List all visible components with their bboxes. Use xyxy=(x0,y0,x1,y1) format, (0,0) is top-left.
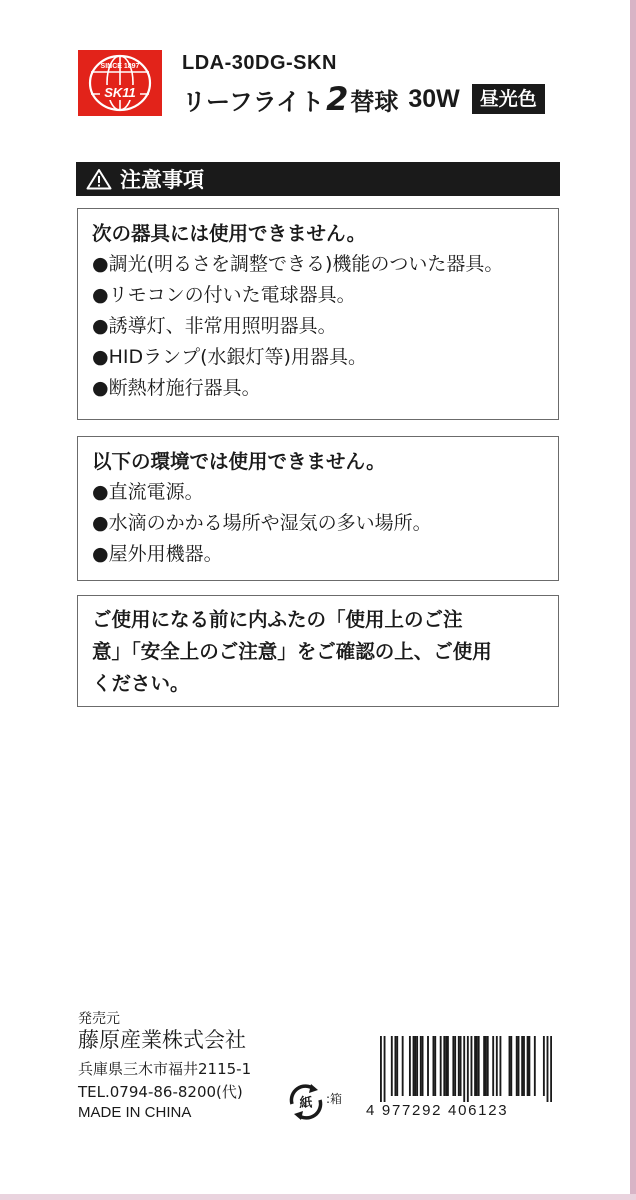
barcode-bar xyxy=(384,1036,386,1102)
barcode-bar xyxy=(447,1036,449,1096)
company-phone: TEL.0794-86-8200(代) xyxy=(78,1083,243,1101)
barcode-bar xyxy=(409,1036,411,1096)
seller-label: 発売元 xyxy=(78,1011,120,1027)
warning-triangle-icon xyxy=(86,168,112,190)
incompatible-fixtures-box xyxy=(77,208,559,420)
notice-line: 意」「安全上のご注意」をご確認の上、ご使用 xyxy=(92,640,492,663)
company-name: 藤原産業株式会社 xyxy=(78,1028,246,1052)
barcode-bar xyxy=(534,1036,536,1096)
barcode-bar xyxy=(458,1036,460,1096)
product-name-part2: 替球 xyxy=(350,87,399,116)
read-instructions-notice xyxy=(77,595,559,707)
barcode-bar xyxy=(499,1036,501,1096)
barcode-bar xyxy=(516,1036,518,1096)
barcode-bar xyxy=(443,1036,445,1096)
bottom-edge-strip xyxy=(0,1194,636,1200)
list-item: ● 断熱材施行器具。 xyxy=(92,373,546,404)
barcode-bar xyxy=(550,1036,552,1102)
barcode-bar xyxy=(521,1036,523,1096)
barcode-bar xyxy=(413,1036,415,1096)
product-wattage: 30W xyxy=(408,84,460,113)
barcode-bar xyxy=(422,1036,424,1096)
right-edge-strip xyxy=(630,0,636,1200)
barcode-bar xyxy=(510,1036,512,1096)
logo-brand-text: SK11 xyxy=(104,85,136,100)
incompatible-environments-box xyxy=(77,436,559,581)
barcode-bar xyxy=(402,1036,404,1096)
barcode-bar xyxy=(509,1036,511,1096)
list-item: ● 屋外用機器。 xyxy=(92,539,546,570)
barcode-bar xyxy=(492,1036,494,1096)
barcode-bar xyxy=(496,1036,498,1096)
barcode-bar xyxy=(476,1036,478,1096)
caution-title: 注意事項 xyxy=(120,168,204,192)
barcode-bar xyxy=(523,1036,525,1096)
barcode-bar xyxy=(474,1036,476,1096)
paper-recycle-icon xyxy=(284,1080,328,1124)
country-of-origin: MADE IN CHINA xyxy=(78,1104,192,1121)
recycle-label: :箱 xyxy=(326,1092,343,1106)
barcode-bar xyxy=(433,1036,435,1096)
barcode-bar xyxy=(414,1036,416,1096)
barcode-bar xyxy=(445,1036,447,1096)
incompatible-fixtures-heading: 次の器具には使用できません。 xyxy=(92,222,367,245)
barcode-number: 4 977292 406123 xyxy=(366,1102,509,1119)
product-title xyxy=(182,82,545,116)
color-temp-badge: 昼光色 xyxy=(472,84,545,114)
barcode-bar xyxy=(434,1036,436,1096)
model-number: LDA-30DG-SKN xyxy=(182,52,337,74)
barcode-bar xyxy=(380,1036,382,1102)
barcode-bar xyxy=(467,1036,469,1102)
barcode-bar xyxy=(420,1036,422,1096)
list-item: ● HIDランプ(水銀灯等)用器具。 xyxy=(92,342,546,373)
barcode-bar xyxy=(440,1036,442,1096)
barcode-bar xyxy=(391,1036,393,1096)
logo-since-text: SINCE 1897 xyxy=(100,63,140,70)
list-item: ● 調光(明るさを調整できる)機能のついた器具。 xyxy=(92,249,546,280)
product-name-part1: リーフライト xyxy=(182,87,325,116)
barcode-bar xyxy=(528,1036,530,1096)
list-item: ● 誘導灯、非常用照明器具。 xyxy=(92,311,546,342)
list-item: ● 直流電源。 xyxy=(92,477,546,508)
sk11-globe-logo xyxy=(78,50,162,116)
barcode-bar xyxy=(543,1036,545,1096)
list-item: ● リモコンの付いた電球器具。 xyxy=(92,280,546,311)
product-name-number: 2 xyxy=(326,80,349,118)
barcode-bar xyxy=(487,1036,489,1096)
barcode-bar xyxy=(471,1036,473,1096)
company-address: 兵庫県三木市福井2115-1 xyxy=(78,1060,252,1078)
incompatible-environments-heading: 以下の環境では使用できません。 xyxy=(92,450,386,473)
barcode-bar xyxy=(518,1036,520,1096)
notice-line: ご使用になる前に内ふたの「使用上のご注 xyxy=(92,608,463,631)
notice-line: ください。 xyxy=(92,672,190,695)
barcode-bar xyxy=(483,1036,485,1096)
recycle-mark-text: 紙 xyxy=(299,1096,313,1111)
barcode-bar xyxy=(454,1036,456,1096)
ean13-barcode xyxy=(380,1036,552,1102)
barcode-bar xyxy=(396,1036,398,1096)
barcode-bar xyxy=(463,1036,465,1102)
barcode-bar xyxy=(460,1036,462,1096)
barcode-bar xyxy=(527,1036,529,1096)
barcode-bar xyxy=(478,1036,480,1096)
caution-banner xyxy=(76,162,560,196)
barcode-bar xyxy=(427,1036,429,1096)
barcode-bar xyxy=(416,1036,418,1096)
list-item: ● 水滴のかかる場所や湿気の多い場所。 xyxy=(92,508,546,539)
barcode-bar xyxy=(485,1036,487,1096)
barcode-bar xyxy=(547,1036,549,1102)
barcode-bar xyxy=(452,1036,454,1096)
barcode-bar xyxy=(394,1036,396,1096)
